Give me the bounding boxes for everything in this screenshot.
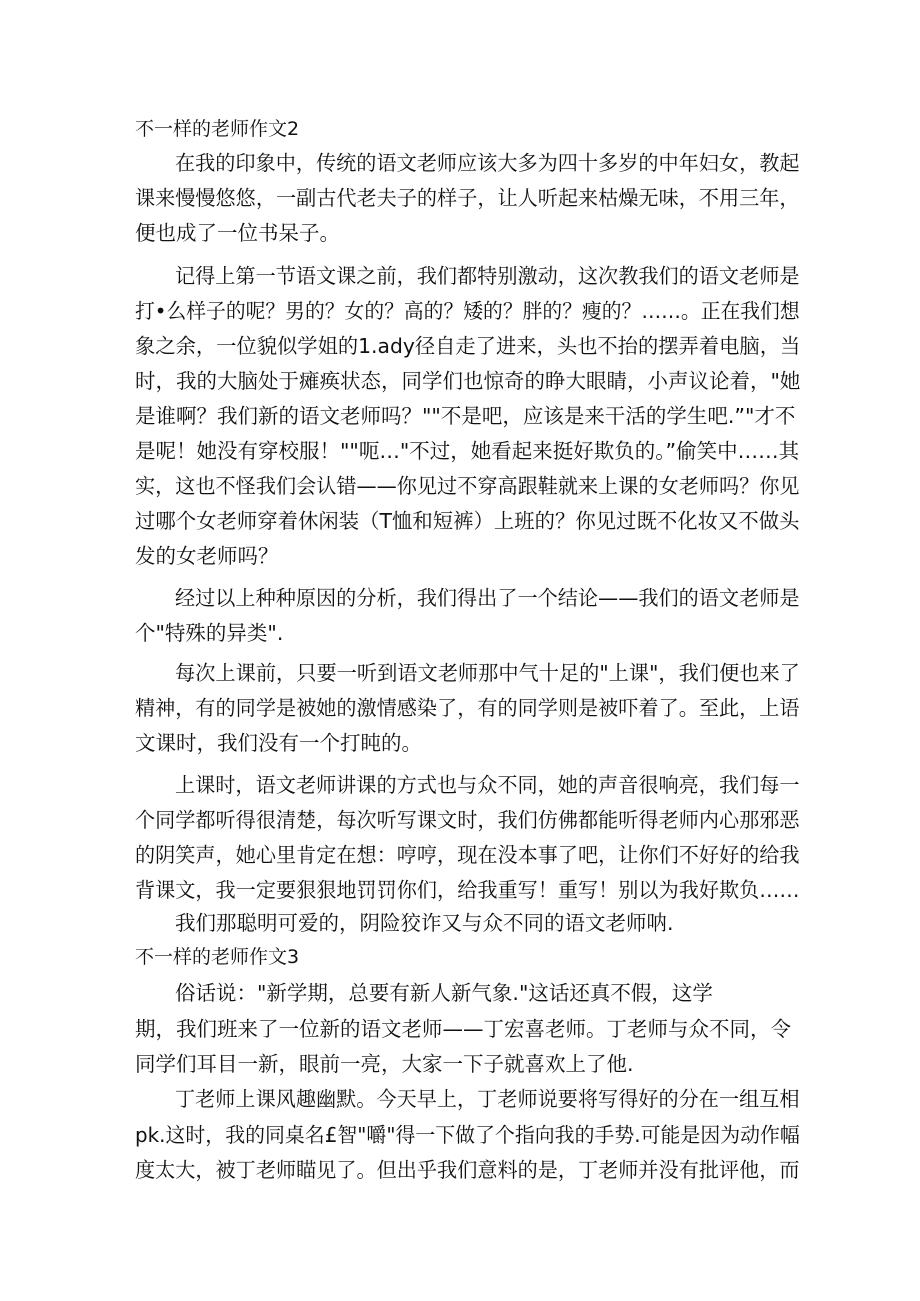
- paragraph-line: 我们那聪明可爱的，阴险狡诈又与众不同的语文老师呐.: [175, 911, 674, 935]
- paragraph-line: 是呢！她没有穿校服！""呃…"不过，她看起来挺好欺负的。”偷笑中……其: [135, 439, 800, 463]
- paragraph-line: 精神，有的同学是被她的激情感染了，有的同学则是被吓着了。至此，上语: [135, 696, 800, 720]
- paragraph-line: 发的女老师吗？: [135, 544, 279, 568]
- paragraph-line: 每次上课前，只要一听到语文老师那中气十足的"上课"，我们便也来了: [175, 661, 800, 685]
- paragraph-line: 背课文，我一定要狠狠地罚罚你们，给我重写！重写！别以为我好欺负……: [135, 878, 800, 902]
- essay-title-3: 不一样的老师作文3: [135, 946, 300, 968]
- paragraph-line: 期，我们班来了一位新的语文老师——丁宏喜老师。丁老师与众不同，令: [135, 1017, 791, 1041]
- paragraph-line: 课来慢慢悠悠，一副古代老夫子的样子，让人听起来枯燥无味，不用三年，: [135, 186, 800, 210]
- paragraph-line: 实，这也不怪我们会认错——你见过不穿高跟鞋就来上课的女老师吗？你见: [135, 474, 800, 498]
- paragraph-line: 打•么样子的呢？男的？女的？高的？矮的？胖的？瘦的？……。正在我们想: [135, 299, 800, 323]
- paragraph-line: 记得上第一节语文课之前，我们都特别激动，这次教我们的语文老师是: [175, 264, 800, 288]
- paragraph-line: 便也成了一位书呆子。: [135, 221, 340, 245]
- essay-title-2: 不一样的老师作文2: [135, 118, 300, 140]
- paragraph-line: 在我的印象中，传统的语文老师应该大多为四十多岁的中年妇女，教起: [175, 151, 800, 175]
- paragraph-line: 丁老师上课风趣幽默。今天早上，丁老师说要将写得好的分在一组互相: [175, 1087, 800, 1111]
- paragraph-line: 经过以上种种原因的分析，我们得出了一个结论——我们的语文老师是: [175, 586, 800, 610]
- paragraph-line: 时，我的大脑处于瘫痪状态，同学们也惊奇的睁大眼睛，小声议论着，"她: [135, 369, 801, 393]
- paragraph-line: 上课时，语文老师讲课的方式也与众不同，她的声音很响亮，我们每一: [175, 773, 800, 797]
- paragraph-line: 文课时，我们没有一个打盹的。: [135, 731, 422, 755]
- paragraph-line: 度太大，被丁老师瞄见了。但出乎我们意料的是，丁老师并没有批评他，而: [135, 1158, 800, 1182]
- paragraph-line: 过哪个女老师穿着休闲装（T恤和短裤）上班的？你见过既不化妆又不做头: [135, 509, 800, 533]
- paragraph-line: 象之余，一位貌似学姐的1.ady径自走了进来，头也不抬的摆弄着电脑，当: [135, 334, 801, 358]
- paragraph-line: 是谁啊？我们新的语文老师吗？""不是吧，应该是来干活的学生吧.”"才不: [135, 404, 796, 428]
- paragraph-line: 的阴笑声，她心里肯定在想：哼哼，现在没本事了吧，让你们不好好的给我: [135, 843, 800, 867]
- paragraph-line: 个同学都听得很清楚，每次听写课文时，我们仿佛都能听得老师内心那邪恶: [135, 808, 800, 832]
- paragraph-line: 俗话说："新学期，总要有新人新气象."这话还真不假，这学: [175, 981, 713, 1005]
- paragraph-line: 个"特殊的异类".: [135, 621, 284, 645]
- paragraph-line: 同学们耳目一新，眼前一亮，大家一下子就喜欢上了他.: [135, 1052, 634, 1076]
- paragraph-line: pk.这时，我的同桌名£智"嚼"得一下做了个指向我的手势.可能是因为动作幅: [135, 1123, 800, 1147]
